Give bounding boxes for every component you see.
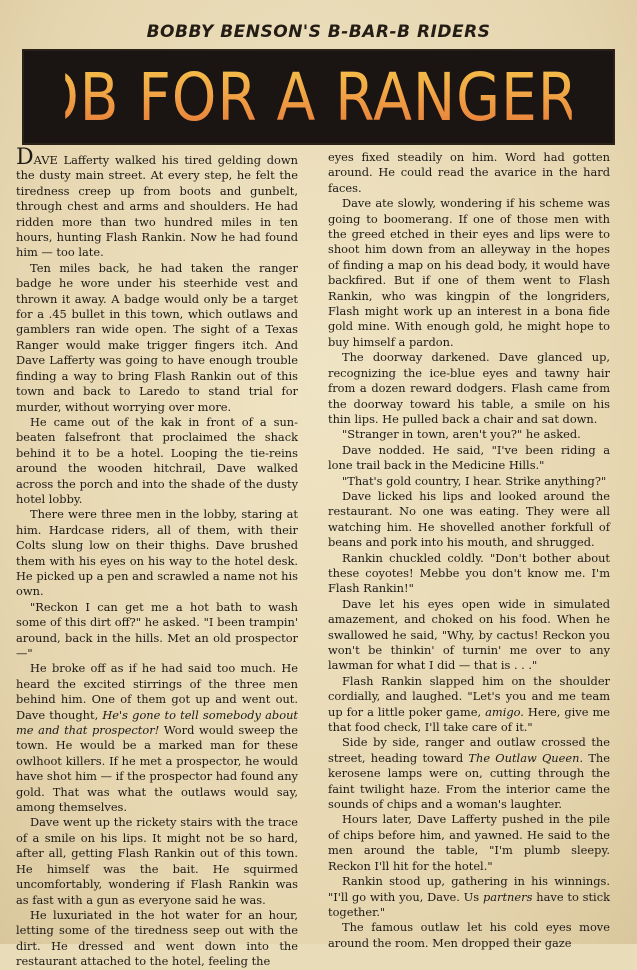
paragraph: eyes fixed steadily on him. Word had gotten around. He could read the avarice in the hard faces. xyxy=(328,150,610,195)
paragraph: Rankin stood up, gathering in his winnings. "I'll go with you, Dave. Us partners have to stick together." xyxy=(328,874,610,919)
text-column-right xyxy=(328,150,611,950)
drop-cap: D xyxy=(16,145,34,170)
paragraph: "Reckon I can get me a hot bath to wash some of this dirt off?" he asked. "I been trampin' around, back in the hills. Met an old prospector —" xyxy=(16,599,298,660)
paragraph: The doorway darkened. Dave glanced up, recognizing the ice-blue eyes and tawny hair from a dozen reward dodgers. Flash came from the doorway toward his table, a smile on his thin lips. He pulled back a chair and sat down. xyxy=(328,350,610,426)
paragraph: Side by side, ranger and outlaw crossed the street, heading toward The Outlaw Queen. The kerosene lamps were on, cutting through the faint twilight haze. From the interior came the sounds of chips and a woman's laughter. xyxy=(328,735,611,812)
italic-thought: He's gone to tell somebody about me and that prospector! xyxy=(16,707,298,738)
italic-word: amigo. xyxy=(485,704,524,719)
paragraph: The famous outlaw let his cold eyes move around the room. Men dropped their gaze xyxy=(328,920,610,950)
paragraph: DAVE Lafferty walked his tired gelding down the dusty main street. At every step, he felt the tiredness creep up from boots and gunbelt, through chest and arms and shoulders. He had ridden more than two hundred miles in ten hours, hunting Flash Rankin. Now he had found him — too late. xyxy=(16,145,298,260)
story-title: JOB FOR A RANGER ! xyxy=(65,51,572,143)
italic-word: partners xyxy=(482,889,533,904)
text-column-left xyxy=(16,145,298,969)
paragraph: Dave went up the rickety stairs with the trace of a smile on his lips. It might not be so hard, after all, getting Flash Rankin out of this town. He himself was the bait. He squirmed uncomfortably, wondering if Flash Rankin was as fast with a gun as everyone said he was. xyxy=(16,815,298,907)
paragraph: There were three men in the lobby, staring at him. Hardcase riders, all of them, with their Colts slung low on their thighs. Dave brushed them with his eyes on his way to the hotel desk. He picked up a pen and scrawled a name not his own. xyxy=(16,507,298,599)
series-title: BOBBY BENSON'S B-BAR-B RIDERS xyxy=(146,22,491,42)
story-title-banner xyxy=(16,51,621,143)
italic-word: The Outlaw Queen. xyxy=(468,750,584,765)
paragraph: Dave nodded. He said, "I've been riding a lone trail back in the Medicine Hills." xyxy=(328,442,610,473)
paragraph: Ten miles back, he had taken the ranger badge he wore under his steerhide vest and thrown it away. A badge would only be a target for a .45 bullet in this town, which outlaws and gamblers ran wide open. The sight of a Texas Ranger would make trigger fingers itch. And Dave Lafferty was going to have enough trouble finding a way to bring Flash Rankin out of this town and back to Laredo to stand trial for murder, without worrying over more. xyxy=(16,260,298,414)
paragraph: He broke off as if he had said too much. He heard the excited stirrings of the three men behind him. One of them got up and went out. Dave thought, He's gone to tell somebody about me and that prospector! Word would sweep the town. He would be a marked man for these owlhoot killers. If he met a prospector, he would have shot him — if the prospector had found any gold. That was what the outlaws would say, among themselves. xyxy=(16,661,298,815)
paragraph: Flash Rankin slapped him on the shoulder cordially, and laughed. "Let's you and me team up for a little poker game, amigo. Here, give me that food check, I'll take care of it." xyxy=(328,673,610,735)
paragraph: He luxuriated in the hot water for an hour, letting some of the tiredness seep out with the dirt. He dressed and went down into the restaurant attached to the hotel, feeling the xyxy=(16,907,298,969)
paragraph: Dave licked his lips and looked around the restaurant. No one was eating. They were all watching him. He shovelled another forkfull of beans and pork into his mouth, and shrugged. xyxy=(328,488,610,550)
paragraph: "That's gold country, I hear. Strike anything?" xyxy=(342,473,607,488)
paragraph: Dave let his eyes open wide in simulated amazement, and choked on his food. When he swallowed he said, "Why, by cactus! Reckon you won't be thinkin' of turnin' me over to any lawman for what I did — that is . . ." xyxy=(328,596,610,673)
paragraph: Rankin chuckled coldly. "Don't bother about these coyotes! Mebbe you don't know me. I'm Flash Rankin!" xyxy=(328,550,610,596)
paragraph: Dave ate slowly, wondering if his scheme was going to boomerang. If one of those men with the greed etched in their eyes and lips were to shoot him down from an alleyway in the hopes of finding a map on his dead body, it would have backfired. But if one of them went to Flash Rankin, who was kingpin of the longriders, Flash might work up an interest in a bona fide gold mine. With enough gold, he might hope to buy himself a pardon. xyxy=(328,196,610,349)
paragraph: "Stranger in town, aren't you?" he asked. xyxy=(342,427,581,442)
paragraph: Hours later, Dave Lafferty pushed in the pile of chips before him, and yawned. He said to the men around the table, "I'm plumb sleepy. Reckon I'll hit for the hotel." xyxy=(328,812,610,873)
paragraph: He came out of the kak in front of a sun-beaten falsefront that proclaimed the shack behind it to be a hotel. Looping the tie-reins around the wooden hitchrail, Dave walked across the porch and into the shade of the dusty hotel lobby. xyxy=(16,414,298,506)
